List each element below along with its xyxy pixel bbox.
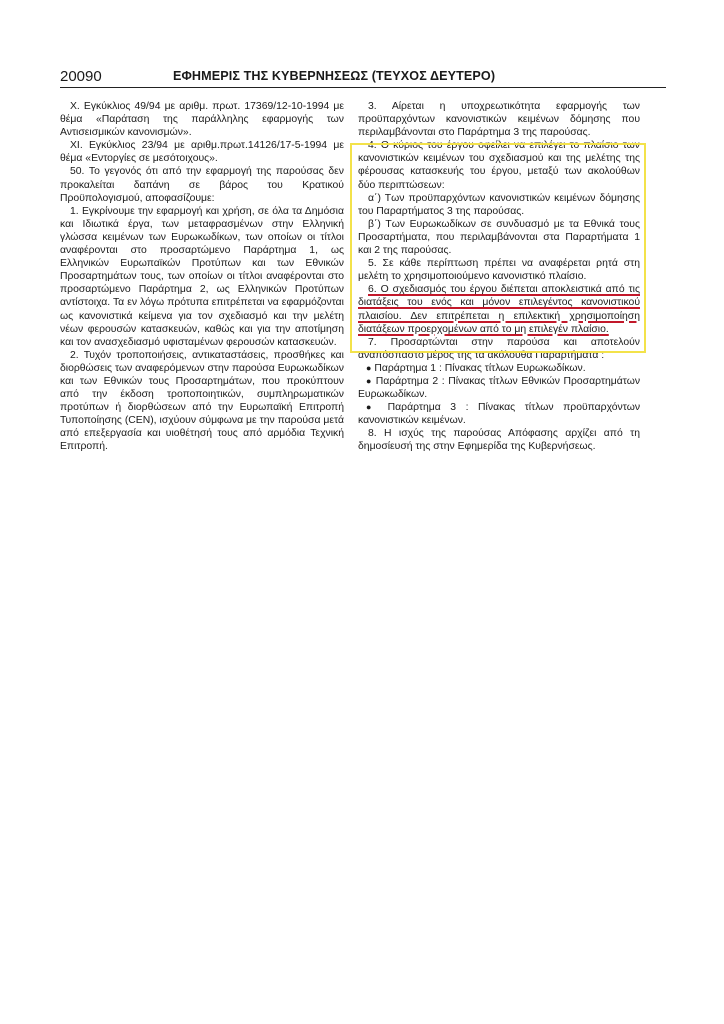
paragraph-6-underlined: 6. Ο σχεδιασμός του έργου διέπεται αποκλειστικά από τις διατάξεις του ενός και μόνον επιλεγέντος κανονιστικού πλαισίου. Δεν επιτρέπεται η επιλεκτική χρησιμοποίηση διατάξεων προερχομένων από το μη επιλεγέν πλαίσιο. [358,284,640,335]
annex-1-item [358,362,640,375]
annex-2-label: Παράρτημα 2 : Πίνακας τίτλων Εθνικών Προσαρτημάτων Ευρωκωδίκων. [358,375,641,401]
annex-1-label: Παράρτημα 1 : Πίνακας τίτλων Ευρωκωδίκων. [374,362,586,374]
header-rule [60,87,666,88]
paragraph-8: 8. Η ισχύς της παρούσας Απόφασης αρχίζει από τη δημοσίευσή της στην Εφημερίδα της Κυβερνήσεως. [358,428,640,453]
paragraph-x: X. Εγκύκλιος 49/94 με αριθμ. πρωτ. 17369/12-10-1994 με θέμα «Παράταση της παράλληλης εφαρμογής των Αντισεισμικών κανονισμών». [60,101,344,139]
left-column [60,100,344,454]
annex-3-item [358,401,640,427]
bullet-icon: ● [366,362,372,373]
annex-3-label: Παράρτημα 3 : Πίνακας τίτλων προϋπαρχόντων κανονιστικών κειμένων. [358,402,641,427]
paragraph-50: 50. Το γεγονός ότι από την εφαρμογή της παρούσας δεν προκαλείται δαπάνη σε βάρος του Κρατικού Προϋπολογισμού, αποφασίζουμε: [60,166,344,204]
paragraph-5: 5. Σε κάθε περίπτωση πρέπει να αναφέρεται ρητά στη μελέτη το χρησιμοποιούμενο κανονιστικό πλαίσιο. [358,258,640,283]
paragraph-7: 7. Προσαρτώνται στην παρούσα και αποτελούν αναπόσπαστο μέρος της τα ακόλουθα Παραρτήματα : [358,336,640,361]
bullet-icon: ● [366,375,373,386]
right-column [358,100,640,454]
paragraph-1: 1. Εγκρίνουμε την εφαρμογή και χρήση, σε όλα τα Δημόσια και Ιδιωτικά έργα, των μεταφρασμένων στην Ελληνική γλώσσα κειμένων των Ευρωκωδίκων, των οποίων οι τίτλοι αναφέρονται στο προσαρτώμενο Παράρτημα 1, ως Ελληνικών Ευρωπαϊκών Προτύπων και των Εθνικών Προσαρτημάτων τους, των οποίων οι τίτλοι αναφέρονται στο προσαρτώμενο Παράρτημα 2, ως Ελληνικών Προτύπων αντίστοιχα. Τα εν λόγω πρότυπα επιτρέπεται να εφαρμόζονται ως κανονιστικά κείμενα για τον σχεδιασμό και την μελέτη νέων φερουσών κατασκευών, καθώς και για την αποτίμηση και τον ανασχεδιασμό υφισταμένων φερουσών κατασκευών. [60,205,344,348]
paragraph-4: 4. Ο κύριος του έργου οφείλει να επιλέγει το πλαίσιο των κανονιστικών κειμένων του σχεδιασμού και της μελέτης της φέρουσας κατασκευής του έργου, μεταξύ των ακολούθων δύο περιπτώσεων: [358,140,640,191]
page-number: 20090 [60,68,102,85]
bullet-icon: ● [366,402,379,413]
paragraph-4a: α΄) Των προϋπαρχόντων κανονιστικών κειμένων δόμησης του Παραρτήματος 3 της παρούσας. [358,192,640,217]
paragraph-xi: XI. Εγκύκλιος 23/94 με αριθμ.πρωτ.14126/17-5-1994 με θέμα «Εντοργίες σε μεσότοιχους». [60,140,344,165]
paragraph-3: 3. Αίρεται η υποχρεωτικότητα εφαρμογής των προϋπαρχόντων κανονιστικών κειμένων δόμησης που περιλαμβάνονται στο Παράρτημα 3 της παρούσας. [358,101,640,139]
paragraph-4b: β΄) Των Ευρωκωδίκων σε συνδυασμό με τα Εθνικά τους Προσαρτήματα, που περιλαμβάνονται στα Παραρτήματα 1 και 2 της παρούσας. [358,218,640,257]
annex-2-item [358,375,640,401]
gazette-title: ΕΦΗΜΕΡΙΣ ΤΗΣ ΚΥΒΕΡΝΗΣΕΩΣ (ΤΕΥΧΟΣ ΔΕΥΤΕΡΟ) [173,69,496,83]
paragraph-2: 2. Τυχόν τροποποιήσεις, αντικαταστάσεις, προσθήκες και διορθώσεις των αναφερόμενων στην παρούσα Ευρωκωδίκων και των Εθνικών τους Προσαρτημάτων, που προκύπτουν από την έκδοση τροποποιητικών, συμπληρωματικών προτύπων ή διορθώσεων από την Ευρωπαϊκή Επιτροπή Τυποποίησης (CEN), ισχύουν σύμφωνα με την παρούσα μετά από επεξεργασία και υιοθέτησή τους από αρμόδια Τεχνική Επιτροπή. [60,349,344,453]
page-header [60,68,666,88]
